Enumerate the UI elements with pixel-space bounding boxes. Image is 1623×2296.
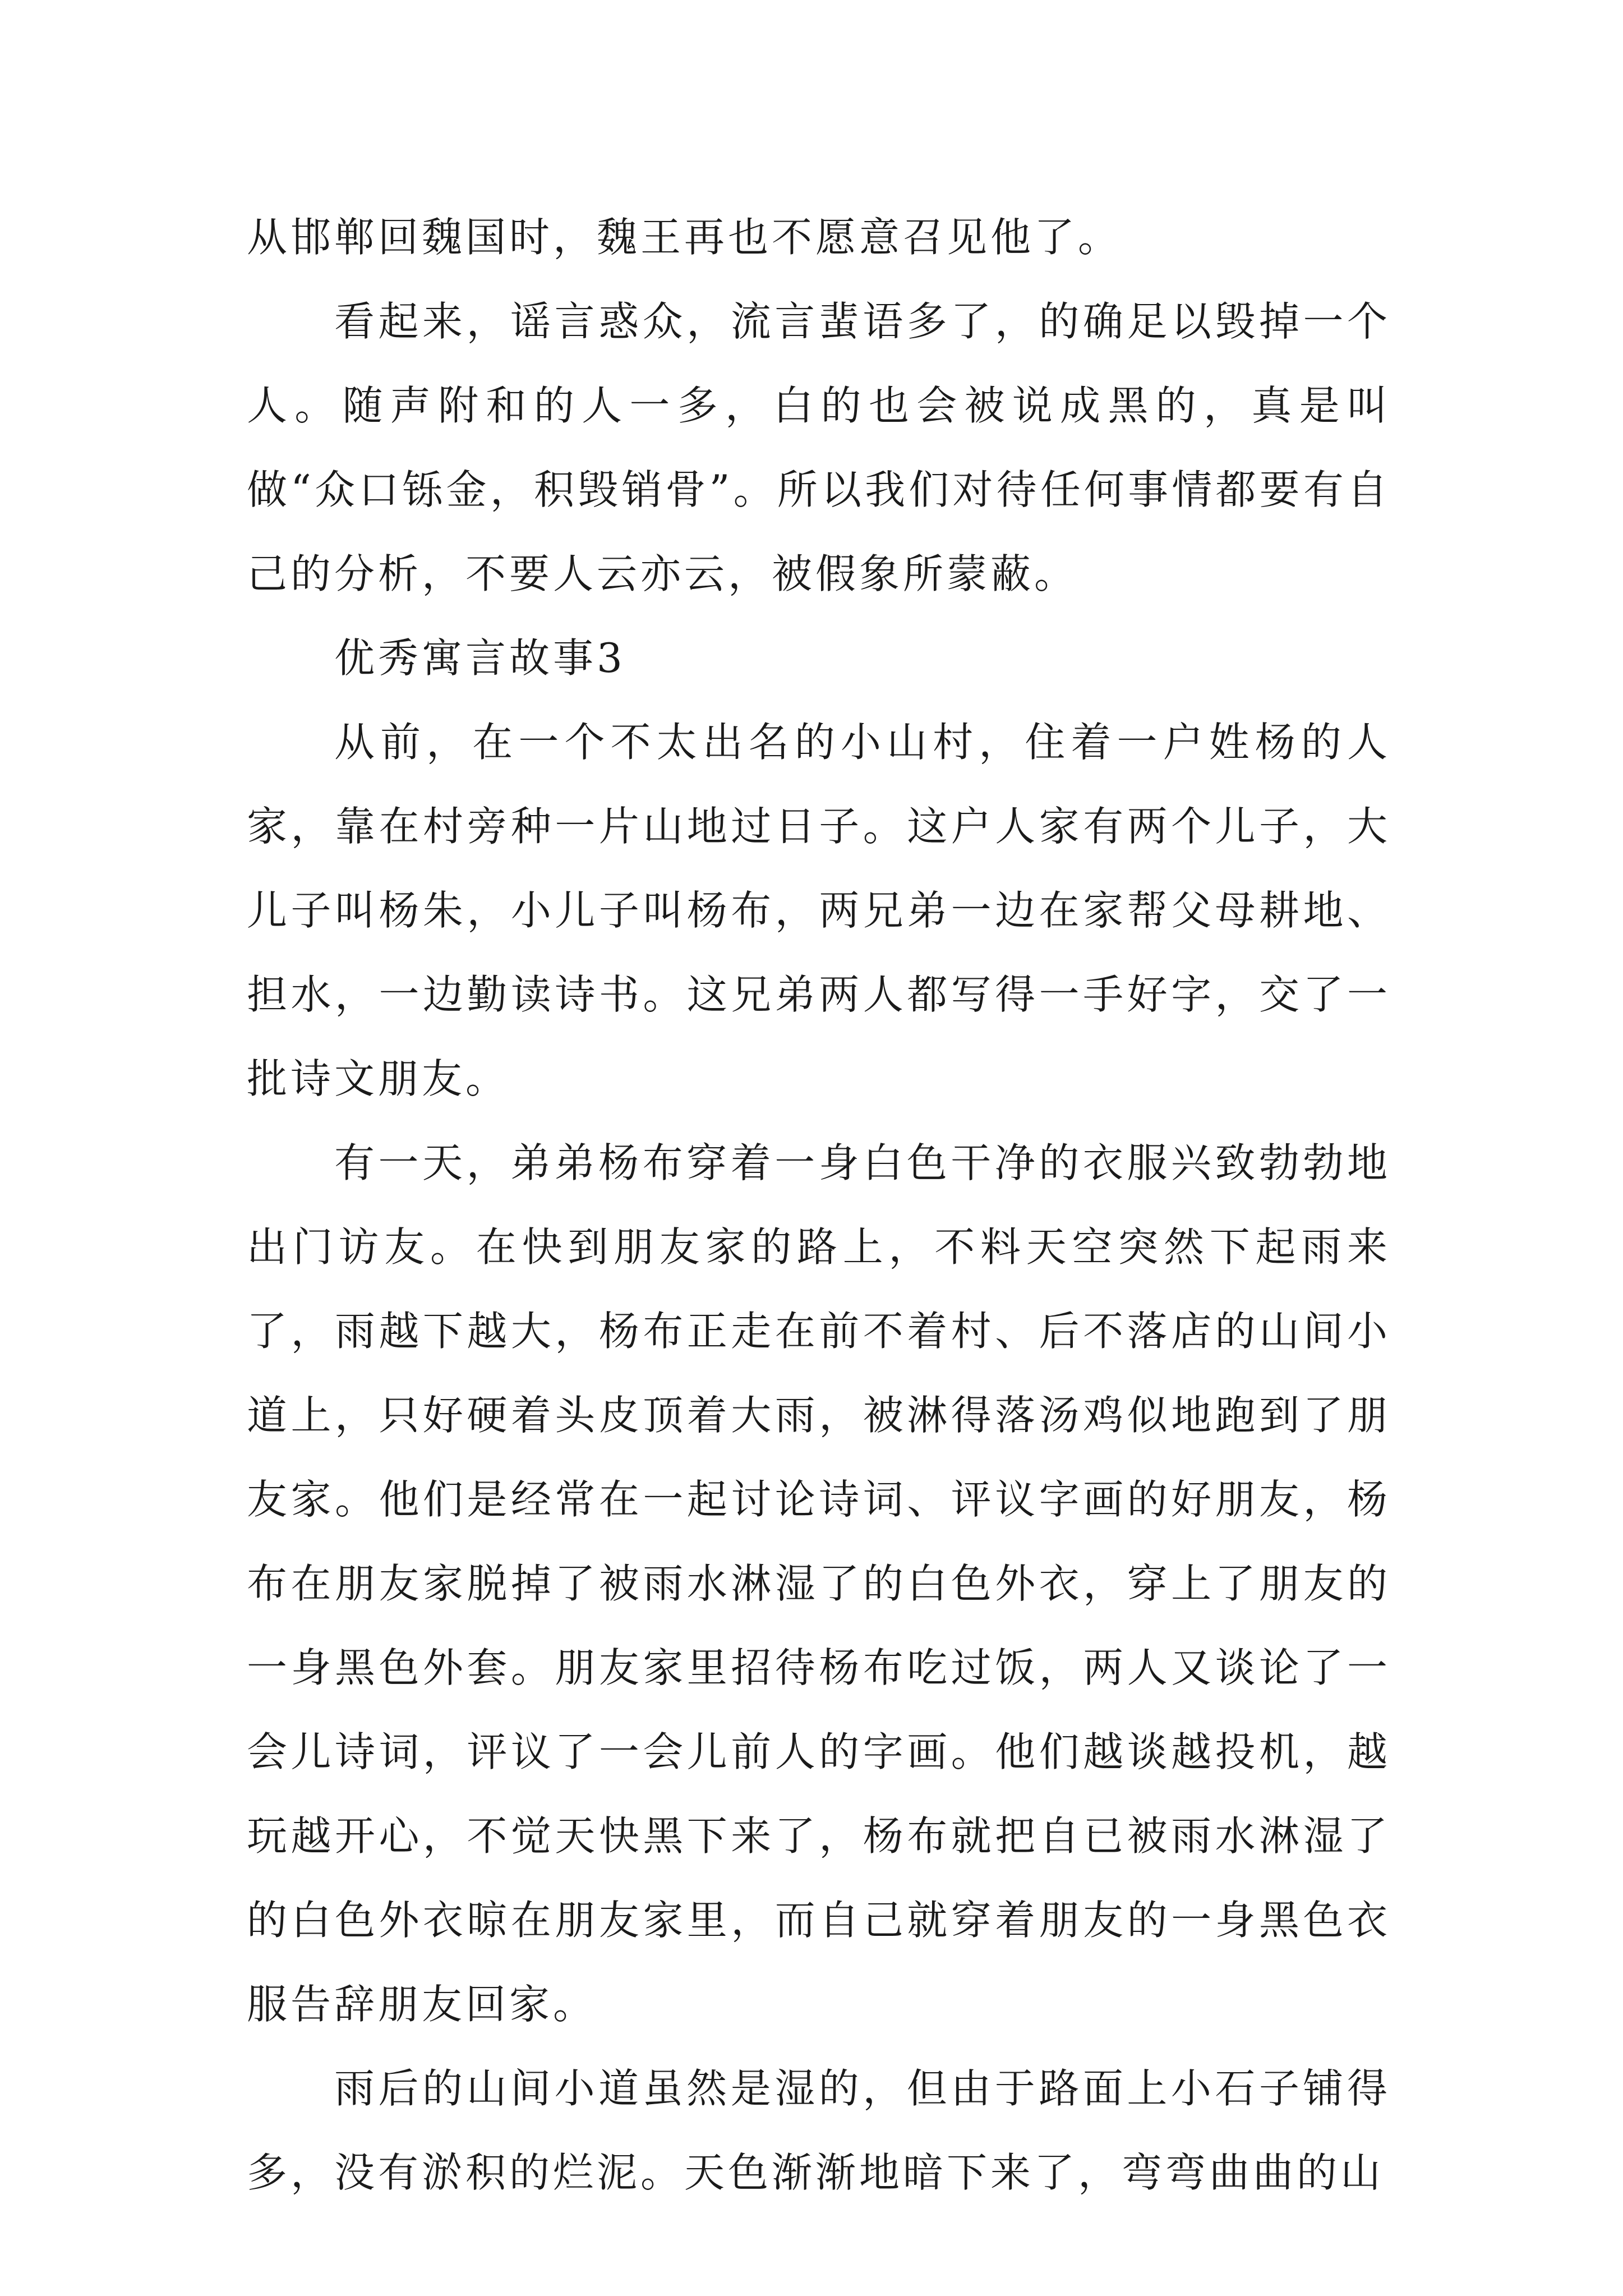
document-body: [247, 195, 1391, 2215]
paragraph-story-intro: 从前，在一个不太出名的小山村，住着一户姓杨的人家，靠在村旁种一片山地过日子。这户人家有两个儿子，大儿子叫杨朱，小儿子叫杨布，两兄弟一边在家帮父母耕地、担水，一边勤读诗书。这兄弟两人都写得一手好字，交了一批诗文朋友。: [247, 719, 1391, 1102]
paragraph-story-visit: 有一天，弟弟杨布穿着一身白色干净的衣服兴致勃勃地出门访友。在快到朋友家的路上，不料天空突然下起雨来了，雨越下越大，杨布正走在前不着村、后不落店的山间小道上，只好硬着头皮顶着大雨，被淋得落汤鸡似地跑到了朋友家。他们是经常在一起讨论诗词、评议字画的好朋友，杨布在朋友家脱掉了被雨水淋湿了的白色外衣，穿上了朋友的一身黑色外套。朋友家里招待杨布吃过饭，两人又谈论了一会儿诗词，评议了一会儿前人的字画。他们越谈越投机，越玩越开心，不觉天快黑下来了，杨布就把自已被雨水淋湿了的白色外衣晾在朋友家里，而自己就穿着朋友的一身黑色衣服告辞朋友回家。: [247, 1139, 1391, 2028]
paragraph-story-return: 雨后的山间小道虽然是湿的，但由于路面上小石子铺得多，没有淤积的烂泥。天色渐渐地暗下来了，弯弯曲曲的山: [247, 2065, 1391, 2196]
paragraph-continuation: 从邯郸回魏国时，魏王再也不愿意召见他了。: [247, 214, 1122, 261]
paragraph-moral: 看起来，谣言惑众，流言蜚语多了，的确足以毁掉一个人。随声附和的人一多，白的也会被说成黑的，真是叫做“众口铄金，积毁销骨”。所以我们对待任何事情都要有自己的分析，不要人云亦云，被假象所蒙蔽。: [247, 298, 1391, 597]
section-heading: 优秀寓言故事3: [334, 634, 626, 682]
